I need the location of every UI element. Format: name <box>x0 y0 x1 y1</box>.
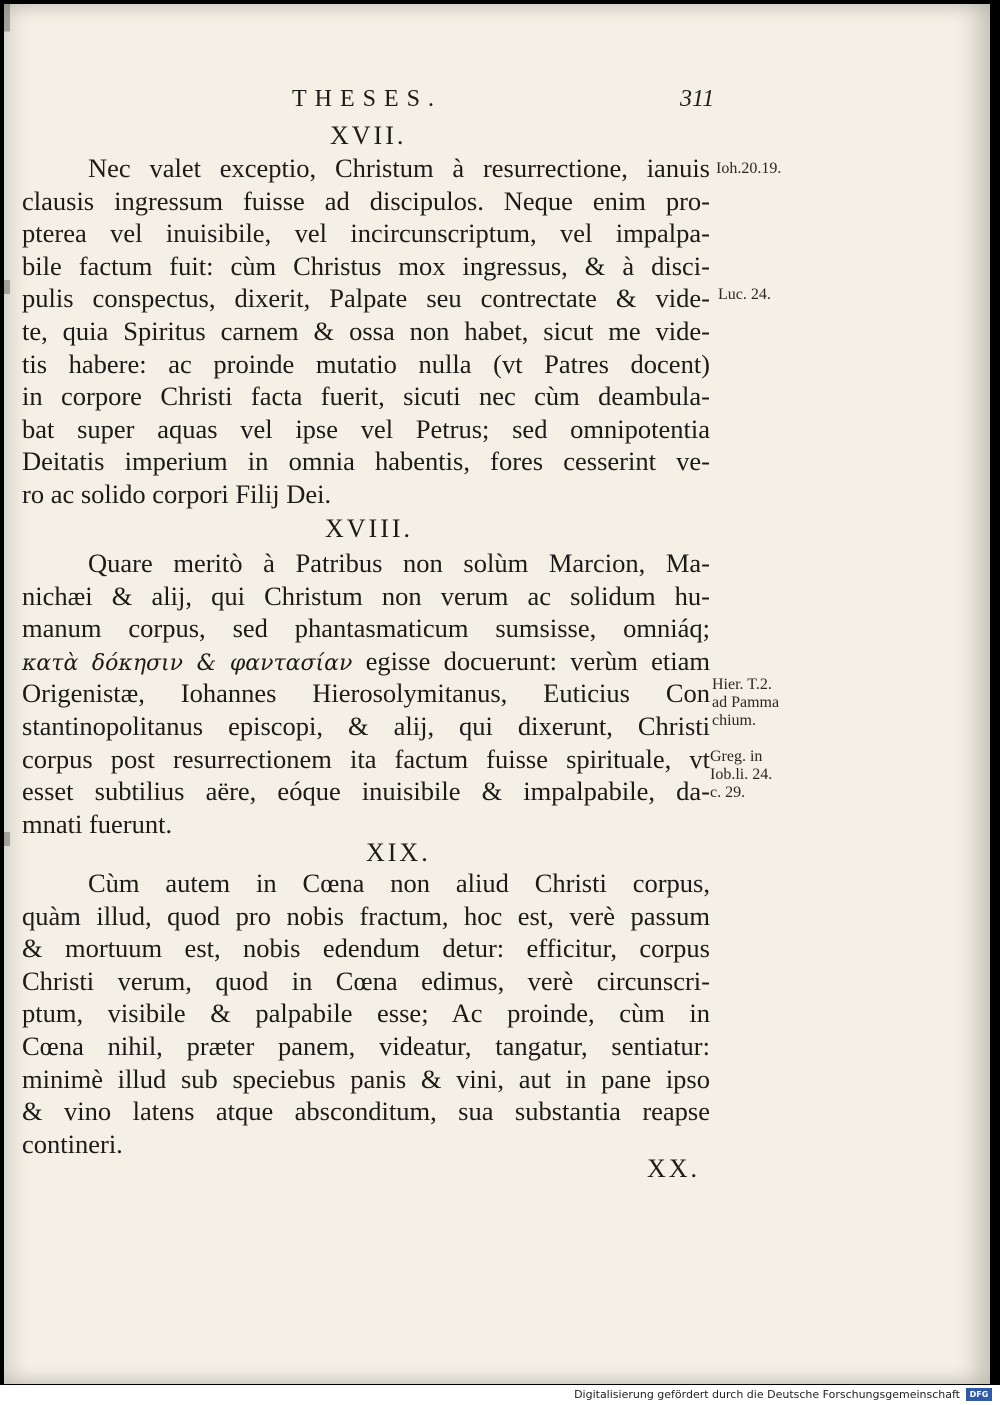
section-numeral-19: XIX. <box>366 838 431 867</box>
text-line: Cùm autem in Cœna non aliud Christi corpus, <box>88 868 710 898</box>
text-line <box>22 645 710 678</box>
text-line: pterea vel inuisibile, vel incircunscriptum, vel impalpa- <box>22 218 710 249</box>
margin-note-greg <box>710 748 772 802</box>
text-line: ro ac solido corpori Filij Dei. <box>22 478 332 509</box>
text-line: Origenistæ, Iohannes Hierosolymitanus, Euticius Con <box>22 678 710 709</box>
text-line: quàm illud, quod pro nobis fractum, hoc est, verè passum <box>22 900 710 931</box>
section-18-text <box>22 547 710 840</box>
margin-note-line: c. 29. <box>710 784 746 801</box>
digitization-footer <box>0 1385 1000 1405</box>
text-line: Deitatis imperium in omnia habentis, fores cesserint ve- <box>22 446 710 477</box>
text-line: tis habere: ac proinde mutatio nulla (vt Patres docent) <box>22 348 710 379</box>
text-line: minimè illud sub speciebus panis & vini, aut in pane ipso <box>22 1063 710 1094</box>
text-line: Christi verum, quod in Cœna edimus, verè circunscri- <box>22 965 710 996</box>
footer-credit: Digitalisierung gefördert durch die Deutsche Forschungsgemeinschaft <box>574 1388 960 1401</box>
text-line: & vino latens atque absconditum, sua substantia reapse <box>22 1096 710 1127</box>
margin-note-ioh: Ioh.20.19. <box>716 160 782 177</box>
margin-note-line: Greg. in <box>710 748 763 765</box>
text-fragment: egisse docuerunt: verùm etiam <box>365 645 710 676</box>
running-title: THESES. <box>292 86 443 112</box>
text-line: Quare meritò à Patribus non solùm Marcion, Ma- <box>88 548 710 578</box>
section-17-text <box>22 152 710 511</box>
margin-note-hier <box>712 676 779 730</box>
text-line: Nec valet exceptio, Christum à resurrectione, ianuis <box>88 153 710 183</box>
section-19-text <box>22 867 710 1160</box>
dfg-logo: DFG <box>966 1388 992 1401</box>
section-numeral-17: XVII. <box>330 121 407 150</box>
text-line: bat super aquas vel ipse vel Petrus; sed omnipotentia <box>22 413 710 444</box>
text-line: stantinopolitanus episcopi, & alij, qui dixerunt, Christi <box>22 710 710 741</box>
margin-note-line: chium. <box>712 712 756 729</box>
margin-note-line: Iob.li. 24. <box>710 766 773 783</box>
margin-note-luc: Luc. 24. <box>718 286 771 303</box>
page-number: 311 <box>680 86 715 112</box>
text-line: contineri. <box>22 1128 123 1159</box>
text-line: manum corpus, sed phantasmaticum sumsisse, omniáq; <box>22 613 710 644</box>
text-line: mnati fuerunt. <box>22 808 173 839</box>
greek-phrase: κατὰ δόκησιν & φαντασίαν <box>22 650 353 676</box>
catchword: XX. <box>646 1154 700 1183</box>
text-line: & mortuum est, nobis edendum detur: efficitur, corpus <box>22 933 710 964</box>
text-line: clausis ingressum fuisse ad discipulos. Neque enim pro- <box>22 185 710 216</box>
running-head <box>4 86 990 116</box>
text-line: corpus post resurrectionem ita factum fuisse spirituale, vt <box>22 743 710 774</box>
margin-note-line: ad Pamma <box>712 694 780 711</box>
text-line: Cœna nihil, præter panem, videatur, tangatur, sentiatur: <box>22 1030 710 1061</box>
text-line: bile factum fuit: cùm Christus mox ingressus, & à disci- <box>22 250 710 281</box>
text-line: in corpore Christi facta fuerit, sicuti nec cùm deambula- <box>22 381 710 412</box>
text-line: ptum, visibile & palpabile esse; Ac proinde, cùm in <box>22 998 710 1029</box>
page-edge-marks <box>4 4 10 1384</box>
text-line: te, quia Spiritus carnem & ossa non habet, sicut me vide- <box>22 315 710 346</box>
text-line: esset subtilius aëre, eóque inuisibile & impalpabile, da- <box>22 776 710 807</box>
text-line: nichæi & alij, qui Christum non verum ac solidum hu- <box>22 580 710 611</box>
text-line: pulis conspectus, dixerit, Palpate seu contrectate & vide- <box>22 283 710 314</box>
book-page <box>4 4 990 1384</box>
section-numeral-18: XVIII. <box>325 514 414 543</box>
margin-note-line: Hier. T.2. <box>712 676 772 693</box>
